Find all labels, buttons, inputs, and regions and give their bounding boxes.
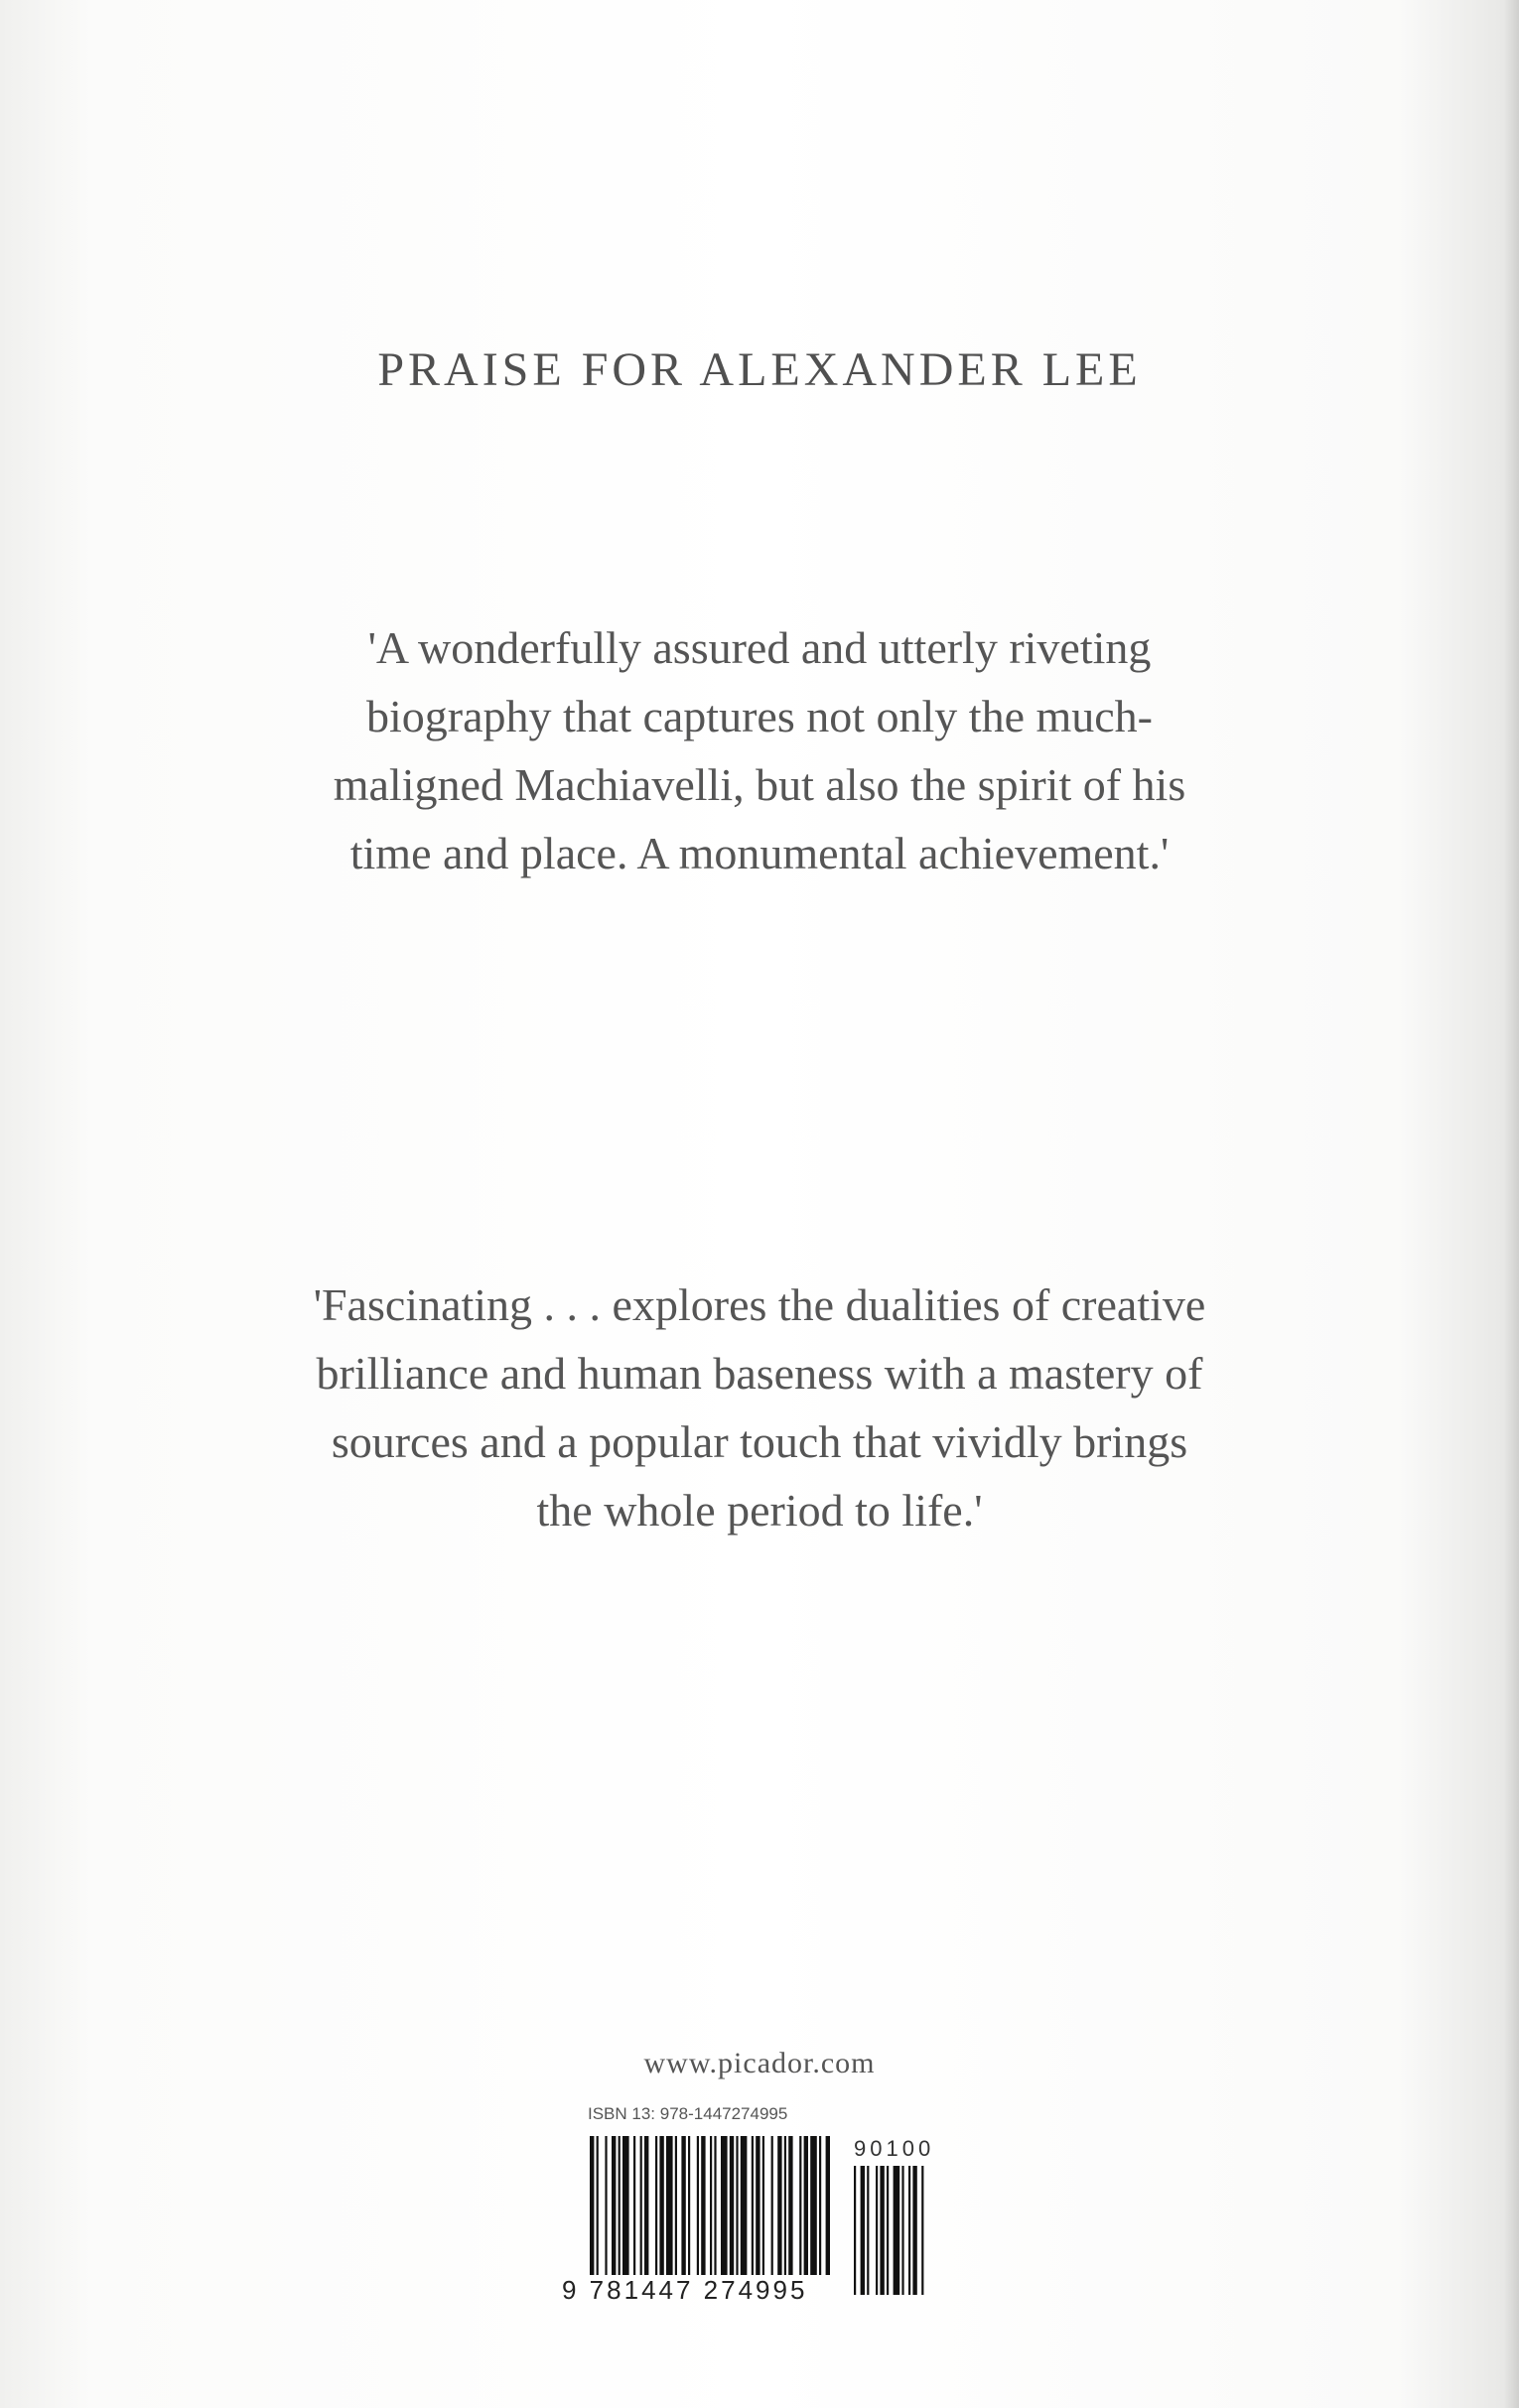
barcode-bar xyxy=(756,2136,760,2275)
barcode-bar xyxy=(590,2136,594,2275)
barcode-bar xyxy=(622,2136,629,2275)
barcode-addon-bar xyxy=(894,2166,900,2295)
barcode-addon-bar xyxy=(867,2166,869,2295)
barcode-bar xyxy=(633,2136,635,2275)
barcode-bar xyxy=(612,2136,616,2275)
barcode-bar xyxy=(710,2136,712,2275)
barcode-addon-bar xyxy=(908,2166,910,2295)
barcode-bar xyxy=(681,2136,685,2275)
barcode-bar xyxy=(819,2136,821,2275)
barcode-bar xyxy=(736,2136,738,2275)
review-quote-1: 'A wonderfully assured and utterly riveting biography that captures not only the much-maligned Machiavelli, but also the spirit of his time and place. A monumental achievement.' xyxy=(333,622,1186,878)
barcode-bar xyxy=(714,2136,716,2275)
barcode-bar xyxy=(659,2136,663,2275)
barcode-bar xyxy=(644,2136,648,2275)
review-quote-2: 'Fascinating . . . explores the dualities of creative brilliance and human baseness with a mastery of sources and a popular touch that vividly brings the whole period to life.' xyxy=(313,1279,1206,1536)
barcode-addon-bar xyxy=(861,2166,865,2295)
barcode-bar xyxy=(730,2136,734,2275)
barcode-addon-bar xyxy=(854,2166,856,2295)
barcode-bar xyxy=(804,2136,808,2275)
publisher-website: www.picador.com xyxy=(643,2047,876,2079)
barcode-bar xyxy=(810,2136,817,2275)
isbn-label: ISBN 13: 978-1447274995 xyxy=(588,2104,788,2123)
barcode-addon-bar xyxy=(912,2166,916,2295)
barcode-addon-bar xyxy=(921,2166,923,2295)
barcode-bar xyxy=(688,2136,690,2275)
barcode-bar xyxy=(788,2136,792,2275)
barcode-bar xyxy=(721,2136,728,2275)
barcode-addon-bar xyxy=(887,2166,889,2295)
barcode-addon-bar xyxy=(876,2166,878,2295)
barcode-addon-bar xyxy=(901,2166,903,2295)
barcode-bar xyxy=(741,2136,748,2275)
barcode-bar xyxy=(640,2136,642,2275)
barcode-bar xyxy=(826,2136,830,2275)
barcode-bar xyxy=(701,2136,705,2275)
barcode-bar xyxy=(675,2136,677,2275)
barcode-price-code: 90100 xyxy=(854,2136,935,2161)
barcode-bar xyxy=(605,2136,607,2275)
barcode-digits: 9 781447 274995 xyxy=(562,2275,808,2305)
barcode-bar xyxy=(784,2136,786,2275)
barcode-bar xyxy=(597,2136,599,2275)
barcode-bar xyxy=(697,2136,699,2275)
barcode-bar xyxy=(762,2136,764,2275)
barcode-bar xyxy=(771,2136,773,2275)
praise-heading: PRAISE FOR ALEXANDER LEE xyxy=(377,343,1142,396)
barcode-bar xyxy=(619,2136,621,2275)
barcode-bar xyxy=(777,2136,781,2275)
barcode-bar xyxy=(666,2136,673,2275)
barcode-bar xyxy=(752,2136,754,2275)
barcode-bar xyxy=(799,2136,801,2275)
barcode-addon-bar xyxy=(880,2166,884,2295)
barcode-bar xyxy=(655,2136,657,2275)
